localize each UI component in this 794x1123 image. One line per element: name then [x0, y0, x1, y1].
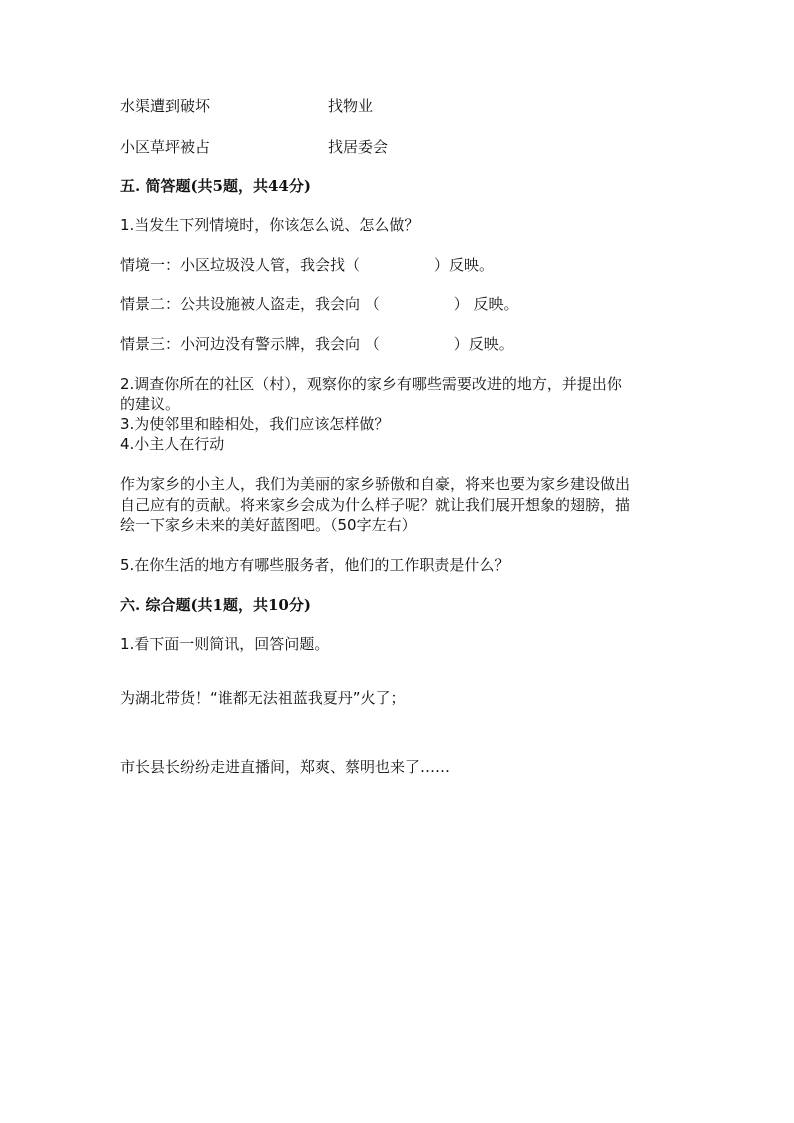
question-4: 4.小主人在行动: [120, 435, 225, 453]
question-2-line-1: 2.调查你所在的社区（村），观察你的家乡有哪些需要改进的地方，并提出你: [120, 375, 622, 393]
scenario-1-end: ）反映。: [434, 256, 495, 274]
question-4-paragraph-line-3: 绘一下家乡未来的美好蓝图吧。（50字左右）: [120, 516, 417, 534]
scenario-3: [120, 334, 514, 354]
question-2-line-2: 的建议。: [120, 395, 181, 413]
question-1-prompt: 1.当发生下列情境时，你该怎么说、怎么做？: [120, 216, 420, 234]
question-5: 5.在你生活的地方有哪些服务者，他们的工作职责是什么？: [120, 556, 510, 574]
question-6-1: 1.看下面一则简讯，回答问题。: [120, 635, 330, 653]
match-left-item: 水渠遭到破坏: [120, 97, 211, 115]
scenario-2: [120, 294, 519, 314]
scenario-2-text: 情景二：公共设施被人盗走，我会向 （: [120, 295, 380, 313]
scenario-3-end: ）反映。: [453, 335, 514, 353]
news-line: 市长县长纷纷走进直播间，郑爽、蔡明也来了……: [120, 758, 451, 776]
question-4-paragraph-line-1: 作为家乡的小主人，我们为美丽的家乡骄傲和自豪，将来也要为家乡建设做出: [120, 475, 631, 493]
question-4-paragraph-line-2: 自己应有的贡献。将来家乡会成为什么样子呢？就让我们展开想象的翅膀，描: [120, 496, 631, 514]
question-3: 3.为使邻里和睦相处，我们应该怎样做？: [120, 415, 390, 433]
scenario-3-text: 情景三：小河边没有警示牌，我会向 （: [120, 335, 380, 353]
match-right-item: 找居委会: [328, 138, 389, 156]
match-right-item: 找物业: [328, 97, 374, 115]
scenario-1: [120, 255, 494, 275]
section-heading: 五. 简答题(共5题，共44分): [120, 177, 311, 195]
section-heading: 六. 综合题(共1题，共10分): [120, 596, 311, 614]
news-headline: 为湖北带货！“谁都无法祖蓝我夏丹”火了；: [120, 689, 406, 707]
scenario-1-text: 情境一：小区垃圾没人管，我会找（: [120, 256, 361, 274]
match-left-item: 小区草坪被占: [120, 138, 211, 156]
scenario-2-end: ） 反映。: [453, 295, 519, 313]
